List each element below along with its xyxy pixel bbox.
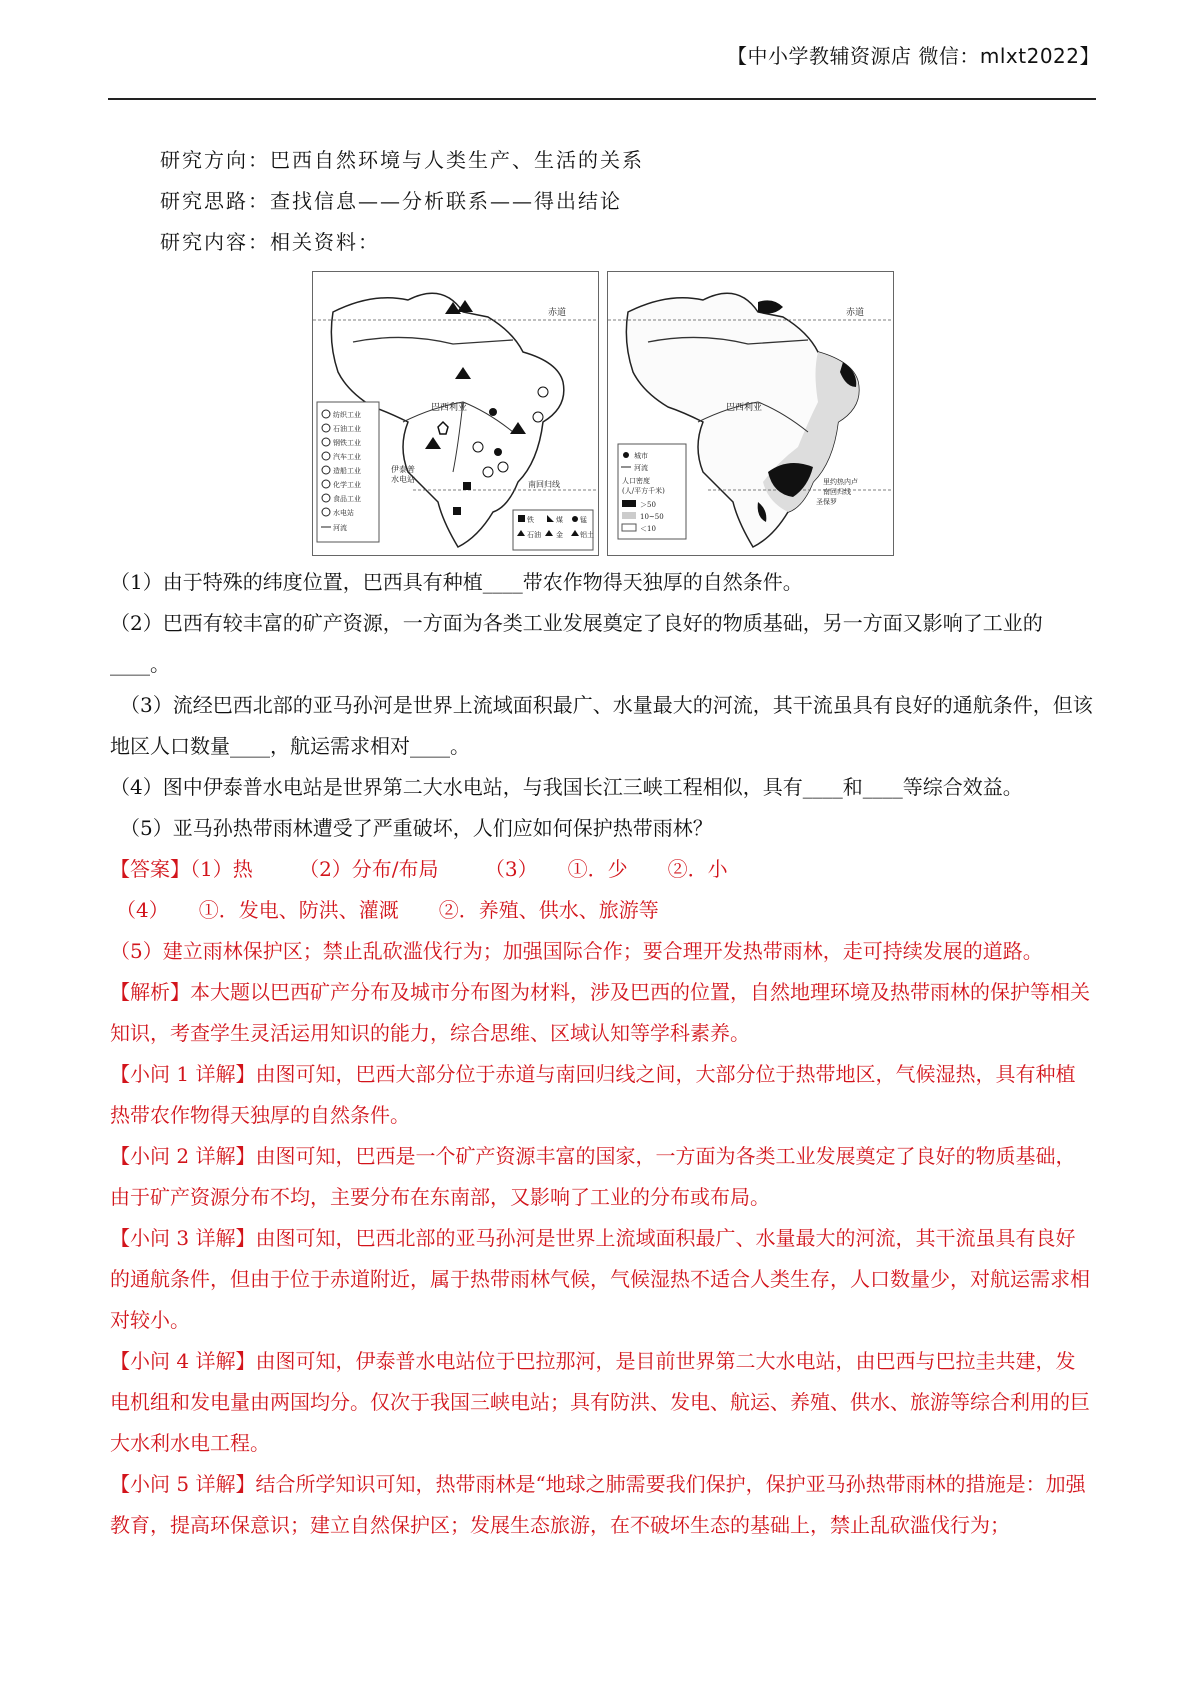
left-equator-label: 赤道 [547, 308, 566, 318]
question-2: （2）巴西有较丰富的矿产资源，一方面为各类工业发展奠定了良好的物质基础，另一方面又影响了工业的____。 [110, 611, 1043, 676]
detail-5-text: 结合所学知识可知，热带雨林是“地球之肺需要我们保护，保护亚马孙热带雨林的措施是：加强教育，提高环保意识；建立自然保护区；发展生态旅游，在不破坏生态的基础上，禁止乱砍滥伐行为； [110, 1472, 1086, 1537]
answer-line-1: 【答案】（1）热 （2）分布/布局 （3） ①．少 ②．小 [110, 857, 728, 881]
svg-text:石油: 石油 [526, 531, 541, 539]
right-brasilia-label: 巴西利亚 [725, 403, 762, 413]
left-legend [317, 402, 379, 542]
analysis-paragraph [110, 972, 1095, 1054]
question-5: （5）亚马孙热带雨林遭受了严重破坏，人们应如何保护热带雨林？ [120, 816, 713, 840]
svg-text:河流: 河流 [332, 524, 347, 532]
header-rule [108, 98, 1096, 100]
svg-text:水电站: 水电站 [332, 509, 354, 517]
answer-line-3: （5）建立雨林保护区；禁止乱砍滥伐行为；加强国际合作；要合理开发热带雨林，走可持续发展的道路。 [110, 939, 1043, 963]
research-direction: 研究方向：巴西自然环境与人类生产、生活的关系 [160, 148, 644, 172]
question-1: （1）由于特殊的纬度位置，巴西具有种植____带农作物得天独厚的自然条件。 [110, 570, 803, 594]
svg-text:锰: 锰 [579, 516, 587, 524]
detail-5 [110, 1464, 1095, 1546]
svg-text:10~50: 10~50 [639, 513, 664, 521]
analysis-head: 【解析】 [110, 980, 190, 1004]
svg-text:钢铁工业: 钢铁工业 [332, 439, 361, 447]
svg-text:(人/平方千米): (人/平方千米) [621, 487, 665, 495]
analysis-text: 本大题以巴西矿产分布及城市分布图为材料，涉及巴西的位置，自然地理环境及热带雨林的保护等相关知识，考查学生灵活运用知识的能力，综合思维、区域认知等学科素养。 [110, 980, 1090, 1045]
document-body [110, 140, 1095, 1546]
left-resource-legend [513, 510, 594, 550]
answer-line-2: （4） ①．发电、防洪、灌溉 ②．养殖、供水、旅游等 [116, 898, 659, 922]
detail-4-text: 由图可知，伊泰普水电站位于巴拉那河，是目前世界第二大水电站，由巴西与巴拉圭共建，发电机组和发电量由两国均分。仅次于我国三峡电站；具有防洪、发电、航运、养殖、供水、旅游等综合利用的巨大水利水电工程。 [110, 1349, 1090, 1455]
brazil-population-map [607, 271, 894, 556]
left-brasilia-label: 巴西利亚 [430, 403, 467, 413]
answer-head: 【答案】 [110, 857, 190, 881]
question-4: （4）图中伊泰普水电站是世界第二大水电站，与我国长江三峡工程相似，具有____和____等综合效益。 [110, 775, 1023, 799]
svg-text:石油工业: 石油工业 [332, 425, 361, 433]
detail-2-text: 由图可知，巴西是一个矿产资源丰富的国家，一方面为各类工业发展奠定了良好的物质基础，由于矿产资源分布不均，主要分布在东南部，又影响了工业的分布或布局。 [110, 1144, 1076, 1209]
left-tropic-label: 南回归线 [527, 480, 560, 489]
detail-3 [110, 1218, 1095, 1341]
svg-text:汽车工业: 汽车工业 [332, 453, 361, 461]
svg-text:铁: 铁 [526, 516, 534, 524]
detail-3-text: 由图可知，巴西北部的亚马孙河是世界上流域面积最广、水量最大的河流，其干流虽具有良好的通航条件，但由于位于赤道附近，属于热带雨林气候，气候湿热不适合人类生存，人口数量少，对航运需求相对较小。 [110, 1226, 1090, 1332]
brazil-population-map-svg [608, 272, 893, 555]
detail-5-head: 【小问 5 详解】 [110, 1472, 256, 1496]
svg-text:纺织工业: 纺织工业 [332, 411, 361, 419]
svg-text:煤: 煤 [555, 516, 563, 524]
detail-2-head: 【小问 2 详解】 [110, 1144, 256, 1168]
brazil-industry-map [312, 271, 599, 556]
right-rio-label: 里约热内卢 [822, 478, 858, 486]
detail-4 [110, 1341, 1095, 1464]
question-3: （3）流经巴西北部的亚马孙河是世界上流域面积最广、水量最大的河流，其干流虽具有良好的通航条件，但该地区人口数量____，航运需求相对____。 [110, 693, 1093, 758]
detail-2 [110, 1136, 1095, 1218]
detail-1-head: 【小问 1 详解】 [110, 1062, 256, 1086]
map-figures [110, 271, 1095, 556]
detail-1 [110, 1054, 1095, 1136]
right-saopaulo-label: 圣保罗 [815, 498, 837, 506]
research-approach: 研究思路：查找信息——分析联系——得出结论 [160, 189, 622, 213]
brazil-industry-map-svg [313, 272, 598, 555]
svg-text:化学工业: 化学工业 [332, 481, 361, 489]
svg-text:造船工业: 造船工业 [332, 467, 361, 475]
right-tropic-label: 南回归线 [822, 488, 851, 496]
detail-4-head: 【小问 4 详解】 [110, 1349, 256, 1373]
svg-text:食品工业: 食品工业 [332, 495, 361, 503]
svg-text:人口密度: 人口密度 [621, 477, 650, 485]
detail-1-text: 由图可知，巴西大部分位于赤道与南回归线之间，大部分位于热带地区，气候湿热，具有种植热带农作物得天独厚的自然条件。 [110, 1062, 1076, 1127]
research-meta [160, 140, 1095, 263]
svg-text:河流: 河流 [633, 464, 648, 472]
right-equator-label: 赤道 [845, 308, 864, 318]
right-legend [618, 444, 686, 539]
svg-text:＜10: ＜10 [639, 525, 656, 533]
left-itaipu-label: 伊泰普 [390, 465, 415, 474]
detail-3-head: 【小问 3 详解】 [110, 1226, 256, 1250]
svg-text:金: 金 [555, 531, 563, 539]
research-content: 研究内容：相关资料： [160, 230, 380, 254]
svg-text:铝土: 铝土 [579, 531, 594, 539]
svg-text:城市: 城市 [633, 452, 648, 460]
page-header: 【中小学教辅资源店 微信：mlxt2022】 [727, 44, 1100, 68]
svg-text:＞50: ＞50 [639, 501, 656, 509]
svg-text:水电站: 水电站 [390, 475, 415, 484]
